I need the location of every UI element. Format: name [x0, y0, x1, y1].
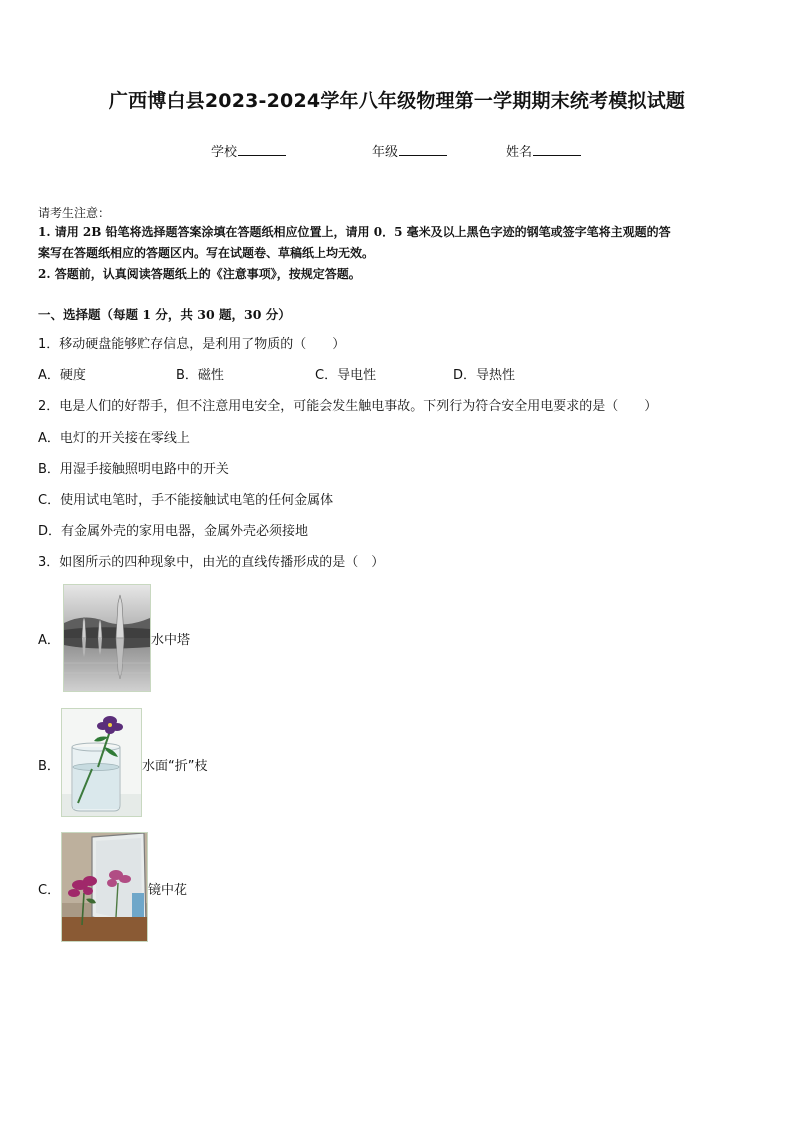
school-label: 学校	[211, 145, 238, 160]
school-field[interactable]	[211, 141, 286, 160]
q3-option-c-caption: 镜中花	[148, 883, 188, 898]
q1-option-a[interactable]: A．硬度	[38, 368, 86, 383]
question-1-stem: 1．移动硬盘能够贮存信息，是利用了物质的（ ）	[38, 337, 346, 352]
q3-option-b-caption: 水面“折”枝	[142, 759, 208, 774]
flower-in-water-photo-icon	[61, 708, 142, 817]
note-line-1: 1. 请用 2B 铅笔将选择题答案涂填在答题纸相应位置上，请用 0．5 毫米及以上黑色字迹的钢笔或签字笔将主观题的答	[38, 225, 671, 239]
q2-option-d[interactable]: D．有金属外壳的家用电器，金属外壳必须接地	[38, 524, 309, 539]
q2-option-b[interactable]: B．用湿手接触照明电路中的开关	[38, 462, 229, 477]
q3-option-a-letter[interactable]: A．	[38, 633, 60, 648]
q3-option-b-letter[interactable]: B．	[38, 759, 60, 774]
tower-reflection-photo-icon	[63, 584, 151, 692]
notes-heading: 请考生注意：	[38, 206, 111, 220]
name-label: 姓名	[506, 145, 533, 160]
q1-option-c[interactable]: C．导电性	[315, 368, 377, 383]
flower-mirror-photo-icon	[61, 832, 148, 942]
name-field[interactable]	[506, 141, 581, 160]
q3-option-c-letter[interactable]: C．	[38, 883, 61, 898]
school-blank[interactable]	[238, 143, 286, 156]
q2-option-c[interactable]: C．使用试电笔时，手不能接触试电笔的任何金属体	[38, 493, 334, 508]
question-3-stem: 3．如图所示的四种现象中，由光的直线传播形成的是（ ）	[38, 555, 385, 570]
section-heading: 一、选择题（每题 1 分，共 30 题，30 分）	[38, 307, 291, 322]
grade-blank[interactable]	[399, 143, 447, 156]
name-blank[interactable]	[533, 143, 581, 156]
exam-title: 广西博白县2023-2024学年八年级物理第一学期期末统考模拟试题	[108, 90, 686, 112]
q1-option-d[interactable]: D．导热性	[453, 368, 516, 383]
q1-option-b[interactable]: B．磁性	[176, 368, 224, 383]
note-line-3: 2. 答题前，认真阅读答题纸上的《注意事项》，按规定答题。	[38, 267, 361, 281]
grade-field[interactable]	[372, 141, 447, 160]
question-2-stem: 2．电是人们的好帮手，但不注意用电安全，可能会发生触电事故。下列行为符合安全用电要求的是（ ）	[38, 399, 658, 414]
note-line-2: 案写在答题纸相应的答题区内。写在试题卷、草稿纸上均无效。	[38, 246, 375, 260]
q2-option-a[interactable]: A．电灯的开关接在零线上	[38, 431, 190, 446]
grade-label: 年级	[372, 145, 399, 160]
q3-option-a-caption: 水中塔	[151, 633, 191, 648]
